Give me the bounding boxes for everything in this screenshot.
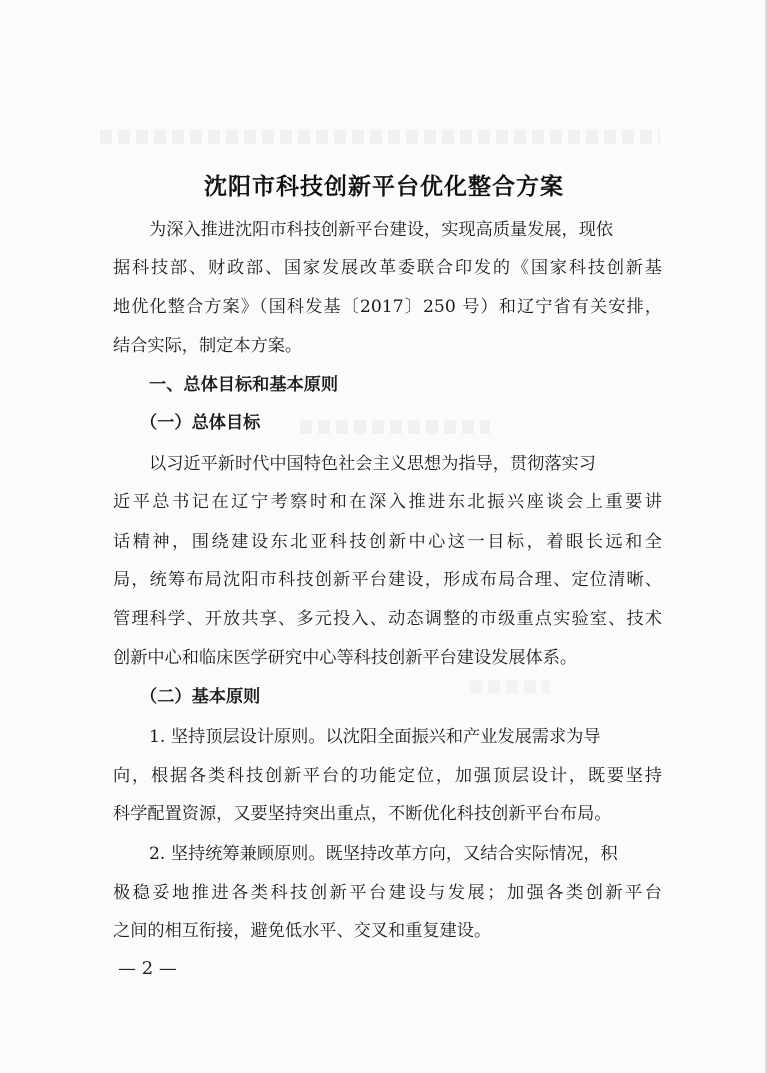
- section-heading-1: 一、总体目标和基本原则: [149, 375, 339, 395]
- para-1-line-1: 为深入推进沈阳市科技创新平台建设，实现高质量发展，现依: [149, 220, 614, 240]
- para-4-line-3: 之间的相互衔接，避免低水平、交叉和重复建设。: [113, 921, 492, 941]
- para-1-line-2: 据科技部、财政部、国家发展改革委联合印发的《国家科技创新基: [113, 258, 662, 278]
- document-title: 沈阳市科技创新平台优化整合方案: [204, 174, 564, 200]
- para-2-line-4: 局，统筹布局沈阳市科技创新平台建设，形成布局合理、定位清晰、: [113, 570, 662, 590]
- para-3-line-1: 1. 坚持顶层设计原则。以沈阳全面振兴和产业发展需求为导: [149, 727, 601, 747]
- para-1-line-4: 结合实际，制定本方案。: [113, 336, 303, 356]
- para-4-line-2: 极稳妥地推进各类科技创新平台建设与发展；加强各类创新平台: [113, 883, 662, 903]
- subsection-heading-1: （一）总体目标: [140, 413, 261, 433]
- para-2-line-6: 创新中心和临床医学研究中心等科技创新平台建设发展体系。: [113, 648, 578, 668]
- bleed-through-middle: [300, 420, 490, 434]
- para-2-line-2: 近平总书记在辽宁考察时和在深入推进东北振兴座谈会上重要讲: [113, 492, 662, 512]
- para-3-line-2: 向，根据各类科技创新平台的功能定位，加强顶层设计，既要坚持: [113, 766, 662, 786]
- para-2-line-3: 话精神，围绕建设东北亚科技创新中心这一目标，着眼长远和全: [113, 532, 662, 552]
- para-2-line-5: 管理科学、开放共享、多元投入、动态调整的市级重点实验室、技术: [113, 609, 662, 629]
- para-1-line-3: 地优化整合方案》（国科发基〔2017〕250 号）和辽宁省有关安排，: [113, 297, 662, 317]
- para-4-line-1: 2. 坚持统筹兼顾原则。既坚持改革方向，又结合实际情况，积: [149, 844, 618, 864]
- page-number: — 2 —: [118, 958, 177, 979]
- para-3-line-3: 科学配置资源，又要坚持突出重点，不断优化科技创新平台布局。: [113, 804, 612, 824]
- bleed-through-top: [100, 130, 660, 144]
- bleed-through-lower: [470, 680, 550, 694]
- subsection-heading-2: （二）基本原则: [140, 687, 261, 707]
- para-2-line-1: 以习近平新时代中国特色社会主义思想为指导，贯彻落实习: [149, 454, 596, 474]
